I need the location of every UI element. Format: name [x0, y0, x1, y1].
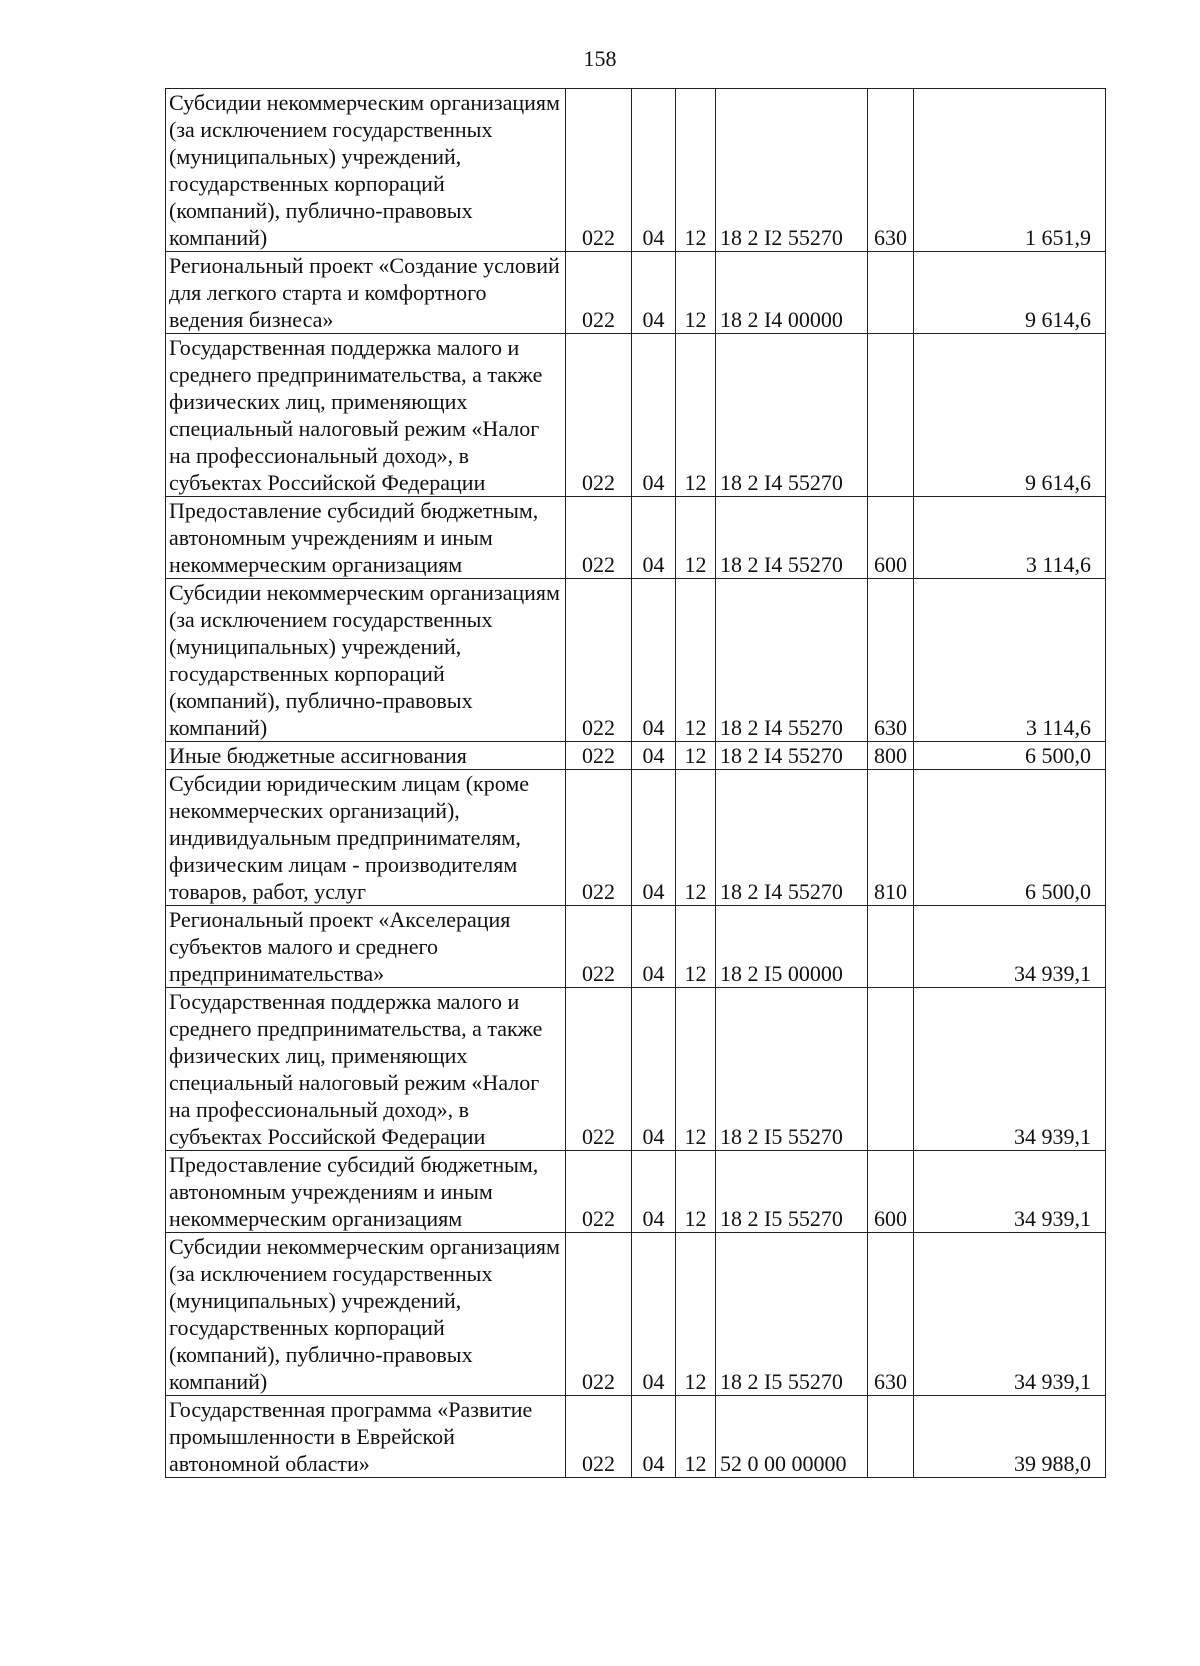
amount: 9 614,6 — [914, 334, 1106, 497]
section-code: 04 — [632, 1396, 676, 1478]
admin-code: 022 — [566, 1151, 632, 1233]
expense-type-code — [868, 988, 914, 1151]
target-code: 18 2 I5 55270 — [716, 988, 868, 1151]
admin-code: 022 — [566, 1233, 632, 1396]
subsection-code: 12 — [676, 906, 716, 988]
expense-type-code: 810 — [868, 770, 914, 906]
section-code: 04 — [632, 770, 676, 906]
row-name: Предоставление субсидий бюджетным, автономным учреждениям и иным некоммерческим организациям — [166, 1151, 566, 1233]
row-name: Субсидии некоммерческим организациям (за исключением государственных (муниципальных) учреждений, государственных корпораций (компаний), публично-правовых компаний) — [166, 579, 566, 742]
subsection-code: 12 — [676, 742, 716, 770]
subsection-code: 12 — [676, 334, 716, 497]
table-row — [166, 89, 1106, 252]
target-code: 18 2 I5 55270 — [716, 1151, 868, 1233]
table-row — [166, 906, 1106, 988]
amount: 34 939,1 — [914, 906, 1106, 988]
row-name: Государственная поддержка малого и среднего предпринимательства, а также физических лиц, применяющих специальный налоговый режим «Налог на профессиональный доход», в субъектах Российской Федерации — [166, 988, 566, 1151]
admin-code: 022 — [566, 579, 632, 742]
expense-type-code — [868, 334, 914, 497]
table-row — [166, 742, 1106, 770]
row-name: Государственная программа «Развитие промышленности в Еврейской автономной области» — [166, 1396, 566, 1478]
subsection-code: 12 — [676, 988, 716, 1151]
expense-type-code — [868, 252, 914, 334]
row-name: Иные бюджетные ассигнования — [166, 742, 566, 770]
admin-code: 022 — [566, 334, 632, 497]
subsection-code: 12 — [676, 89, 716, 252]
target-code: 18 2 I4 55270 — [716, 770, 868, 906]
row-name: Региональный проект «Создание условий для легкого старта и комфортного ведения бизнеса» — [166, 252, 566, 334]
amount: 34 939,1 — [914, 1151, 1106, 1233]
table-row — [166, 988, 1106, 1151]
amount: 1 651,9 — [914, 89, 1106, 252]
expense-type-code: 630 — [868, 1233, 914, 1396]
subsection-code: 12 — [676, 579, 716, 742]
section-code: 04 — [632, 579, 676, 742]
expense-type-code: 600 — [868, 1151, 914, 1233]
table-row — [166, 1233, 1106, 1396]
budget-table — [165, 88, 1106, 1478]
target-code: 18 2 I4 00000 — [716, 252, 868, 334]
amount: 34 939,1 — [914, 1233, 1106, 1396]
amount: 6 500,0 — [914, 770, 1106, 906]
subsection-code: 12 — [676, 1396, 716, 1478]
amount: 39 988,0 — [914, 1396, 1106, 1478]
subsection-code: 12 — [676, 1151, 716, 1233]
target-code: 18 2 I4 55270 — [716, 334, 868, 497]
subsection-code: 12 — [676, 770, 716, 906]
section-code: 04 — [632, 906, 676, 988]
amount: 34 939,1 — [914, 988, 1106, 1151]
admin-code: 022 — [566, 497, 632, 579]
expense-type-code: 800 — [868, 742, 914, 770]
row-name: Региональный проект «Акселерация субъектов малого и среднего предпринимательства» — [166, 906, 566, 988]
subsection-code: 12 — [676, 1233, 716, 1396]
amount: 6 500,0 — [914, 742, 1106, 770]
admin-code: 022 — [566, 742, 632, 770]
admin-code: 022 — [566, 906, 632, 988]
target-code: 52 0 00 00000 — [716, 1396, 868, 1478]
admin-code: 022 — [566, 252, 632, 334]
subsection-code: 12 — [676, 497, 716, 579]
table-row — [166, 334, 1106, 497]
amount: 3 114,6 — [914, 497, 1106, 579]
target-code: 18 2 I5 00000 — [716, 906, 868, 988]
expense-type-code: 600 — [868, 497, 914, 579]
section-code: 04 — [632, 497, 676, 579]
amount: 3 114,6 — [914, 579, 1106, 742]
section-code: 04 — [632, 988, 676, 1151]
subsection-code: 12 — [676, 252, 716, 334]
expense-type-code — [868, 906, 914, 988]
amount: 9 614,6 — [914, 252, 1106, 334]
target-code: 18 2 I4 55270 — [716, 497, 868, 579]
row-name: Субсидии юридическим лицам (кроме некоммерческих организаций), индивидуальным предпринимателям, физическим лицам - производителям товаров, работ, услуг — [166, 770, 566, 906]
table-row — [166, 579, 1106, 742]
section-code: 04 — [632, 334, 676, 497]
table-row — [166, 497, 1106, 579]
admin-code: 022 — [566, 988, 632, 1151]
table-row — [166, 1396, 1106, 1478]
expense-type-code — [868, 1396, 914, 1478]
page-number: 158 — [583, 46, 617, 71]
section-code: 04 — [632, 89, 676, 252]
section-code: 04 — [632, 1151, 676, 1233]
row-name: Предоставление субсидий бюджетным, автономным учреждениям и иным некоммерческим организациям — [166, 497, 566, 579]
section-code: 04 — [632, 1233, 676, 1396]
target-code: 18 2 I4 55270 — [716, 742, 868, 770]
expense-type-code: 630 — [868, 89, 914, 252]
target-code: 18 2 I4 55270 — [716, 579, 868, 742]
admin-code: 022 — [566, 770, 632, 906]
row-name: Государственная поддержка малого и среднего предпринимательства, а также физических лиц, применяющих специальный налоговый режим «Налог на профессиональный доход», в субъектах Российской Федерации — [166, 334, 566, 497]
row-name: Субсидии некоммерческим организациям (за исключением государственных (муниципальных) учреждений, государственных корпораций (компаний), публично-правовых компаний) — [166, 89, 566, 252]
row-name: Субсидии некоммерческим организациям (за исключением государственных (муниципальных) учреждений, государственных корпораций (компаний), публично-правовых компаний) — [166, 1233, 566, 1396]
section-code: 04 — [632, 252, 676, 334]
expense-type-code: 630 — [868, 579, 914, 742]
target-code: 18 2 I2 55270 — [716, 89, 868, 252]
section-code: 04 — [632, 742, 676, 770]
target-code: 18 2 I5 55270 — [716, 1233, 868, 1396]
admin-code: 022 — [566, 1396, 632, 1478]
table-row — [166, 770, 1106, 906]
table-row — [166, 1151, 1106, 1233]
table-row — [166, 252, 1106, 334]
admin-code: 022 — [566, 89, 632, 252]
